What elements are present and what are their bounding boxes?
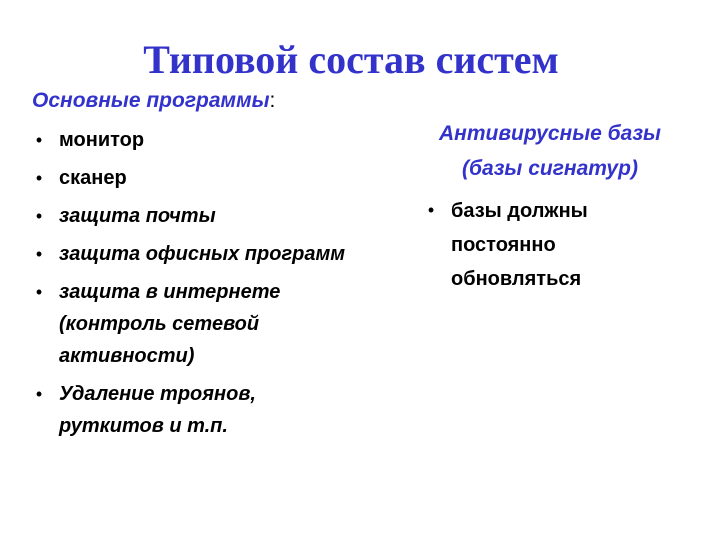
right-column <box>424 116 698 296</box>
right-bullet-list <box>424 194 698 296</box>
bullet-icon: • <box>35 282 43 302</box>
left-column <box>32 86 404 442</box>
left-heading-colon: : <box>269 89 276 112</box>
bullet-icon: • <box>35 168 43 188</box>
list-item <box>32 276 359 372</box>
left-heading-text: Основные программы <box>32 89 270 112</box>
bullet-icon: • <box>35 206 43 226</box>
list-item <box>32 378 349 442</box>
list-item-text: базы должны постоянно обновляться <box>451 200 588 290</box>
list-item <box>32 238 404 270</box>
list-item-text: монитор <box>59 129 145 151</box>
bullet-icon: • <box>427 200 435 220</box>
list-item <box>32 200 404 232</box>
list-item <box>32 124 404 156</box>
slide-title: Типовой состав систем <box>143 37 559 82</box>
list-item <box>424 194 641 296</box>
right-heading: Антивирусные базы (базы сигнатур) <box>439 122 661 180</box>
list-item-text: защита офисных программ <box>59 243 346 265</box>
bullet-icon: • <box>35 244 43 264</box>
list-item-text: защита почты <box>59 205 216 227</box>
left-heading <box>32 86 404 116</box>
list-item-text: Удаление троянов, руткитов и т.п. <box>59 383 256 437</box>
left-bullet-list <box>32 124 404 442</box>
list-item-text: сканер <box>59 167 127 189</box>
list-item-text: защита в интернете (контроль сетевой активности) <box>59 281 281 367</box>
bullet-icon: • <box>35 130 43 150</box>
bullet-icon: • <box>35 384 43 404</box>
list-item <box>32 162 404 194</box>
